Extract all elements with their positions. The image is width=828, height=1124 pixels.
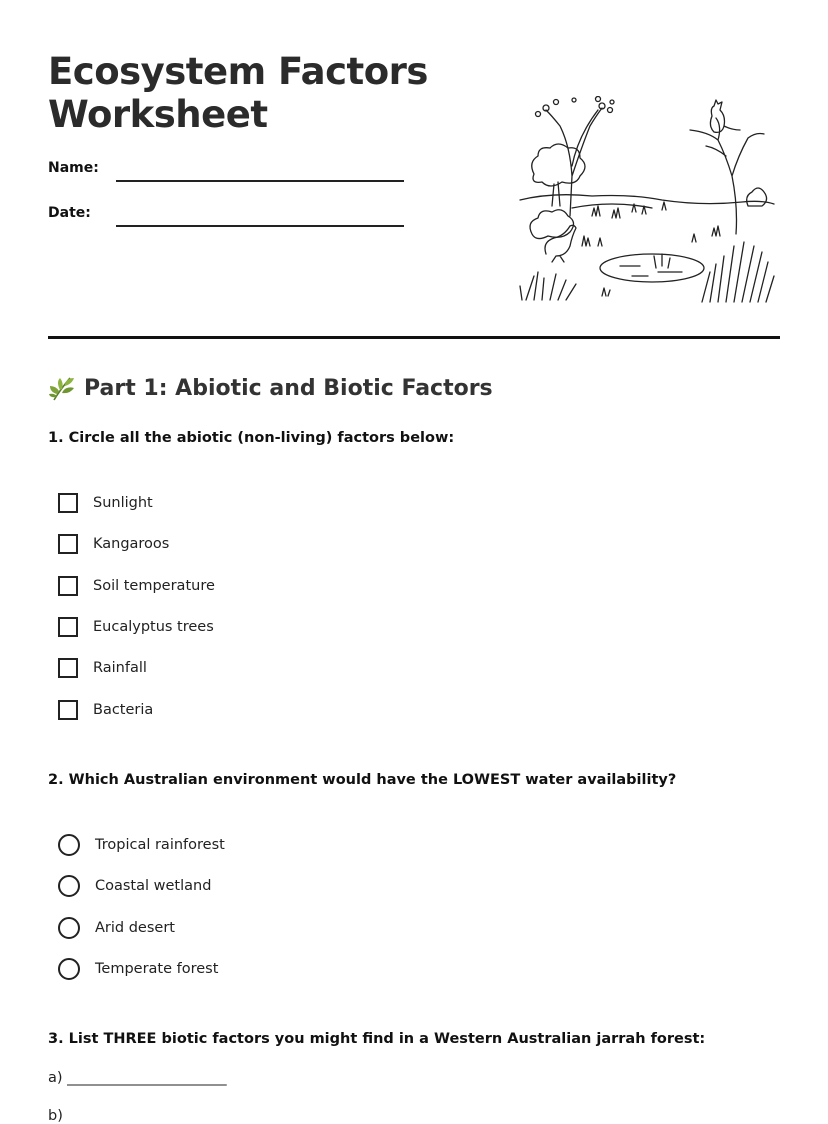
- worksheet-title: [48, 50, 428, 136]
- date-label: Date:: [48, 205, 91, 221]
- title-line-2: Worksheet: [48, 93, 268, 136]
- q3-answer-b[interactable]: b): [48, 1108, 63, 1124]
- date-line[interactable]: [116, 225, 404, 227]
- q1-option-sunlight[interactable]: [58, 491, 153, 515]
- q3-answer-a[interactable]: a) ______________________: [48, 1070, 227, 1086]
- question-3: 3. List THREE biotic factors you might find in a Western Australian jarrah forest:: [48, 1031, 706, 1047]
- ecosystem-scene-illustration: [512, 96, 778, 308]
- q2-option-coastal-wetland[interactable]: [58, 874, 211, 898]
- option-label: Temperate forest: [95, 961, 219, 977]
- q2-option-arid-desert[interactable]: [58, 916, 175, 940]
- question-2: 2. Which Australian environment would have the LOWEST water availability?: [48, 772, 677, 788]
- checkbox[interactable]: [58, 658, 78, 678]
- checkbox[interactable]: [58, 534, 78, 554]
- q1-option-soil-temperature[interactable]: [58, 574, 215, 598]
- option-label: Coastal wetland: [95, 878, 212, 894]
- checkbox[interactable]: [58, 493, 78, 513]
- radio-button[interactable]: [58, 958, 80, 980]
- q1-option-eucalyptus-trees[interactable]: [58, 615, 214, 639]
- q2-option-temperate-forest[interactable]: [58, 957, 218, 981]
- checkbox[interactable]: [58, 617, 78, 637]
- checkbox[interactable]: [58, 576, 78, 596]
- q1-option-rainfall[interactable]: [58, 656, 147, 680]
- part1-title: Part 1: Abiotic and Biotic Factors: [84, 375, 493, 401]
- q1-option-bacteria[interactable]: [58, 698, 153, 722]
- option-label: Arid desert: [95, 920, 175, 936]
- option-label: Bacteria: [93, 702, 154, 718]
- option-label: Sunlight: [93, 495, 153, 511]
- title-line-1: Ecosystem Factors: [48, 50, 428, 93]
- name-line[interactable]: [116, 180, 404, 182]
- option-label: Tropical rainforest: [95, 837, 225, 853]
- option-label: Rainfall: [93, 660, 147, 676]
- radio-button[interactable]: [58, 875, 80, 897]
- q2-option-tropical-rainforest[interactable]: [58, 833, 225, 857]
- radio-button[interactable]: [58, 834, 80, 856]
- option-label: Soil temperature: [93, 578, 215, 594]
- name-label: Name:: [48, 160, 99, 176]
- q1-option-kangaroos[interactable]: [58, 532, 169, 556]
- radio-button[interactable]: [58, 917, 80, 939]
- checkbox[interactable]: [58, 700, 78, 720]
- part1-heading: [48, 374, 493, 402]
- section-divider: [48, 336, 780, 339]
- leaf-icon: [48, 374, 76, 402]
- question-1: 1. Circle all the abiotic (non-living) factors below:: [48, 430, 455, 446]
- option-label: Kangaroos: [93, 536, 170, 552]
- option-label: Eucalyptus trees: [93, 619, 214, 635]
